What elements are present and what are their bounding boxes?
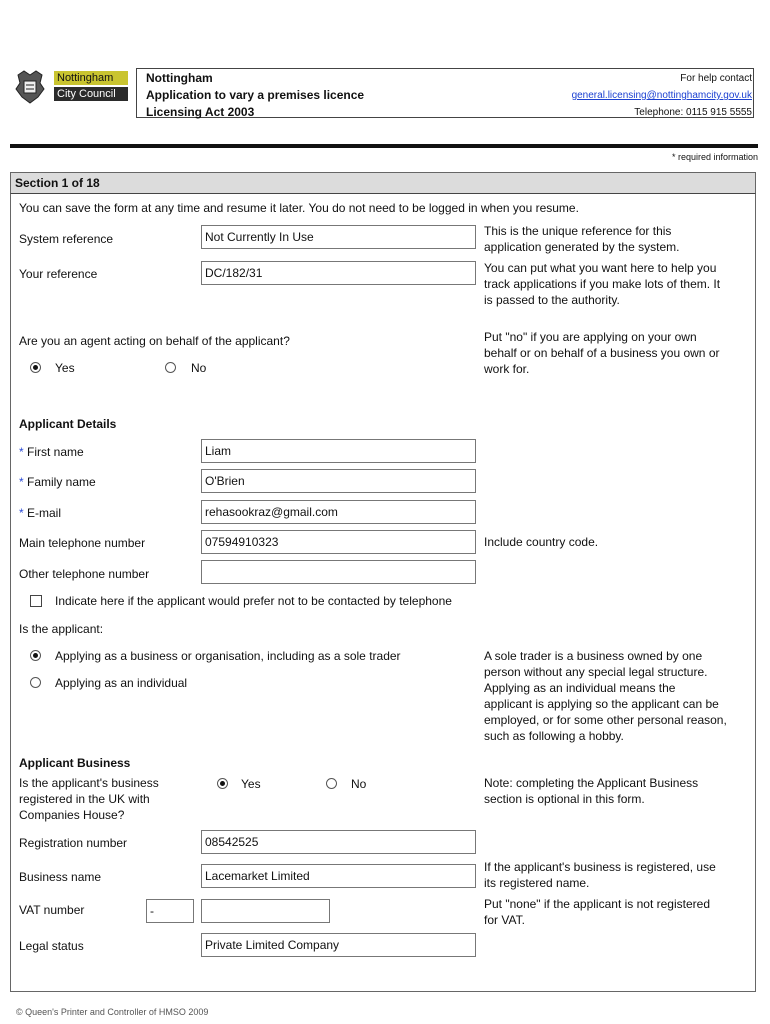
applicant-individual-label: Applying as an individual [55, 676, 188, 690]
logo-line-1: Nottingham [54, 71, 128, 85]
main-phone-field[interactable]: 07594910323 [201, 530, 476, 554]
other-phone-field[interactable] [201, 560, 476, 584]
business-name-help: If the applicant's business is registered, use its registered name. [484, 860, 716, 890]
section-title: Section 1 of 18 [15, 176, 100, 190]
help-contact-label: For help contact [680, 73, 752, 84]
applicant-individual-radio[interactable] [30, 677, 41, 688]
registered-no-radio[interactable] [326, 778, 337, 789]
family-name-field[interactable]: O'Brien [201, 469, 476, 493]
council-logo [54, 71, 128, 103]
main-phone-help: Include country code. [484, 535, 599, 549]
copyright-footer: © Queen's Printer and Controller of HMSO 2009 [16, 1007, 209, 1017]
business-name-field[interactable]: Lacemarket Limited [201, 864, 476, 888]
required-star: * [19, 475, 24, 489]
main-phone-label: Main telephone number [19, 536, 146, 550]
required-star: * [19, 445, 24, 459]
agent-help: Put "no" if you are applying on your own behalf or on behalf of a business you own or work for. [484, 330, 720, 376]
no-phone-contact-checkbox[interactable] [30, 595, 42, 607]
business-name-label: Business name [19, 870, 102, 884]
agent-question: Are you an agent acting on behalf of the applicant? [19, 334, 290, 348]
is-applicant-label: Is the applicant: [19, 622, 104, 636]
vat-prefix-field[interactable]: - [146, 899, 194, 923]
vat-number-field[interactable] [201, 899, 330, 923]
crest-icon [10, 67, 50, 107]
applicant-business-heading: Applicant Business [19, 756, 131, 770]
help-email-link[interactable]: general.licensing@nottinghamcity.gov.uk [571, 90, 752, 101]
email-label: * E-mail [19, 506, 62, 520]
other-phone-label: Other telephone number [19, 567, 150, 581]
legal-status-label: Legal status [19, 939, 84, 953]
help-phone: Telephone: 0115 915 5555 [634, 107, 752, 118]
title-line-1: Nottingham [146, 71, 213, 85]
agent-yes-radio[interactable] [30, 362, 41, 373]
title-line-3: Licensing Act 2003 [146, 105, 255, 119]
agent-yes-label: Yes [55, 361, 75, 375]
applicant-business-radio[interactable] [30, 650, 41, 661]
applicant-business-label: Applying as a business or organisation, including as a sole trader [55, 649, 401, 663]
form-title [146, 70, 364, 121]
registered-yes-radio[interactable] [217, 778, 228, 789]
header-rule [10, 144, 758, 148]
email-field[interactable]: rehasookraz@gmail.com [201, 500, 476, 524]
agent-no-label: No [191, 361, 207, 375]
registered-yes-label: Yes [241, 777, 261, 791]
vat-number-help: Put "none" if the applicant is not registered for VAT. [484, 897, 710, 927]
section-intro: You can save the form at any time and resume it later. You do not need to be logged in when you resume. [19, 201, 579, 215]
your-reference-help: You can put what you want here to help you track applications if you make lots of them. It is passed to the authority. [484, 261, 721, 307]
your-reference-label: Your reference [19, 267, 98, 281]
logo-line-2: City Council [54, 87, 128, 101]
family-name-label: * Family name [19, 475, 96, 489]
title-line-2: Application to vary a premises licence [146, 88, 365, 102]
vat-number-label: VAT number [19, 903, 85, 917]
first-name-label: * First name [19, 445, 84, 459]
registration-number-label: Registration number [19, 836, 128, 850]
agent-no-radio[interactable] [165, 362, 176, 373]
registered-no-label: No [351, 777, 367, 791]
required-star: * [19, 506, 24, 520]
required-note: * required information [671, 152, 758, 162]
system-reference-field[interactable]: Not Currently In Use [201, 225, 476, 249]
no-phone-contact-label: Indicate here if the applicant would prefer not to be contacted by telephone [55, 594, 452, 608]
applicant-details-heading: Applicant Details [19, 417, 117, 431]
section-header [10, 172, 756, 194]
system-reference-label: System reference [19, 232, 114, 246]
your-reference-field[interactable]: DC/182/31 [201, 261, 476, 285]
system-reference-help: This is the unique reference for this application generated by the system. [484, 224, 680, 254]
registered-question: Is the applicant's business registered in the UK with Companies House? [19, 776, 159, 822]
applicant-type-help: A sole trader is a business owned by one person without any special legal structure. Applying as an individual means the applicant is applying so the applicant can be employed, or for some other personal reason, such as following a hobby. [484, 649, 727, 743]
registered-help: Note: completing the Applicant Business section is optional in this form. [484, 776, 699, 806]
registration-number-field[interactable]: 08542525 [201, 830, 476, 854]
first-name-field[interactable]: Liam [201, 439, 476, 463]
legal-status-field[interactable]: Private Limited Company [201, 933, 476, 957]
